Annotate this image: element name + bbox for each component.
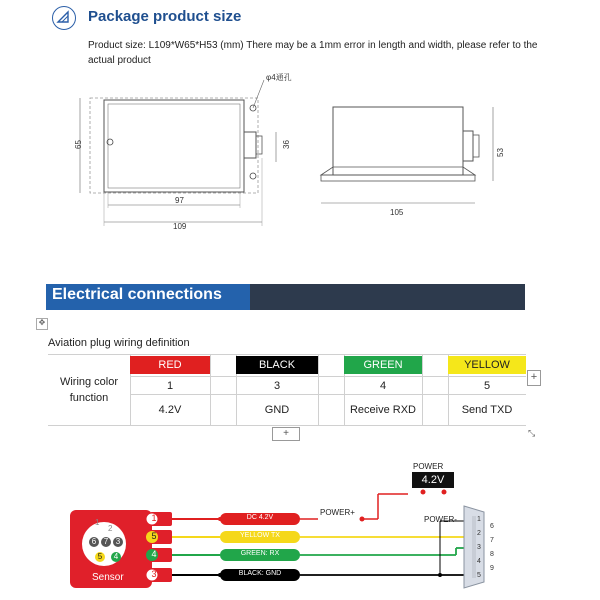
row-header: Wiring color function [59,376,119,404]
power-plus-label: POWER+ [320,508,355,517]
wire-label-dc: DC 4.2V [246,514,274,521]
col-black-header: BLACK [236,356,318,374]
db9-pin-6: 6 [490,523,494,530]
sensor-pin-5: 5 [95,552,105,562]
db9-pin-4: 4 [477,558,481,565]
db9-pin-1: 1 [477,516,481,523]
db9-pin-7: 7 [490,537,494,544]
wire-label-green: GREEN: RX [240,550,280,557]
sensor-pin-2: 2 [108,524,113,533]
pin-yellow: 5 [483,379,491,392]
wire-label-black: BLACK: GND [238,570,282,577]
sensor-pin-7: 7 [101,537,111,547]
section-title-package-size: Package product size [88,8,242,25]
section-title-electrical: Electrical connections [52,286,222,303]
db9-pin-3: 3 [477,544,481,551]
dim-connector: 36 [281,140,291,149]
dim-height-front: 65 [73,140,83,149]
wire-label-yellow: YELLOW TX [240,532,280,539]
wire-pin-3: 3 [151,569,157,579]
dim-length-side: 105 [390,208,404,217]
db9-pin-8: 8 [490,551,494,558]
hole-note: φ4通孔 [266,73,292,82]
add-row-button[interactable]: + [272,427,300,441]
front-view-drawing [70,70,300,240]
sensor-pin-6: 6 [89,537,99,547]
pin-red: 1 [166,379,174,392]
power-minus-label: POWER- [424,515,457,524]
function-black: GND [264,404,290,416]
table-move-handle[interactable]: ✥ [36,318,48,330]
power-label: POWER [413,462,444,471]
power-value-display: 4.2V [412,472,454,488]
pin-black: 3 [273,379,281,392]
size-description: Product size: L109*W65*H53 (mm) There may be a 1mm error in length and width, please refer to the actual product [88,40,538,66]
sensor-pin-4: 4 [111,552,121,562]
wire-pin-4: 4 [151,549,157,559]
sensor-pin-1: 1 [95,518,100,527]
wiring-diagram [60,488,510,596]
table-caption: Aviation plug wiring definition [48,337,190,349]
db9-pin-9: 9 [490,565,494,572]
col-green-header: GREEN [344,356,422,374]
col-red-header: RED [130,356,210,374]
db9-pin-2: 2 [477,530,481,537]
sensor-pin-3: 3 [113,537,123,547]
function-green: Receive RXD [349,404,417,416]
wiring-table [48,354,526,426]
dim-width-outer: 109 [173,222,187,231]
function-yellow: Send TXD [461,404,513,416]
add-column-button[interactable]: + [527,370,541,386]
function-red: 4.2V [158,404,182,416]
side-view-drawing [315,95,515,225]
section-icon [52,6,76,30]
db9-pin-5: 5 [477,572,481,579]
dim-height-side: 53 [495,148,505,157]
wire-pin-5: 5 [151,531,157,541]
pin-green: 4 [379,379,387,392]
col-yellow-header: YELLOW [448,356,526,374]
wire-pin-1: 1 [151,513,157,523]
dim-width-inner: 97 [175,196,184,205]
sensor-label: Sensor [92,572,124,583]
resize-handle-icon[interactable]: ⤡ [528,428,536,438]
